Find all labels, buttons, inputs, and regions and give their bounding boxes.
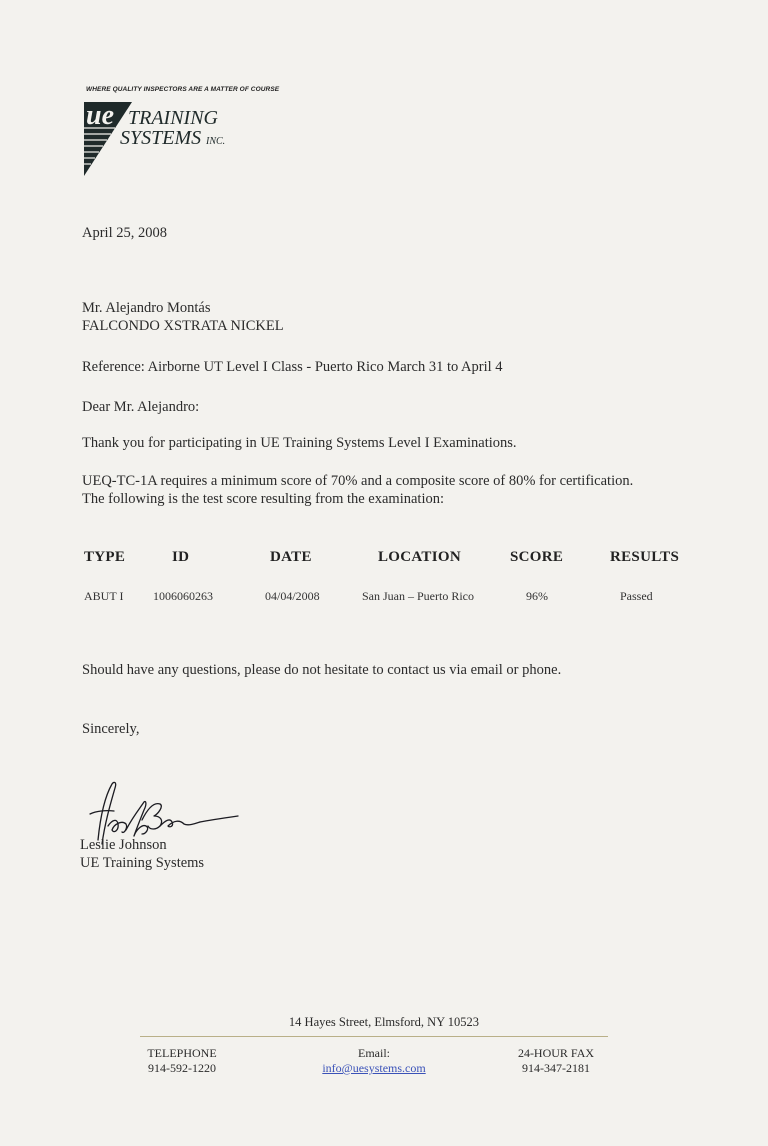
reference-line: Reference: Airborne UT Level I Class - Puerto Rico March 31 to April 4 [82,359,503,375]
recipient-name: Mr. Alejandro Montás [82,300,211,316]
email-link[interactable]: info@uesystems.com [322,1061,426,1075]
footer-fax [500,1046,612,1076]
paragraph-thanks: Thank you for participating in UE Training Systems Level I Examinations. [82,435,517,451]
table-cell-id: 1006060263 [153,589,213,603]
table-header-location: LOCATION [378,549,461,565]
paragraph-contact: Should have any questions, please do not hesitate to contact us via email or phone. [82,662,562,678]
footer-divider [140,1036,608,1037]
signer-company: UE Training Systems [80,855,205,871]
signer-name: Leslie Johnson [80,837,167,853]
letter-date: April 25, 2008 [82,225,167,241]
table-header-date: DATE [270,549,312,565]
telephone-number: 914-592-1220 [148,1061,216,1075]
closing: Sincerely, [82,721,140,737]
fax-label: 24-HOUR FAX [517,1046,595,1060]
email-label: Email: [358,1046,390,1060]
logo-inc-text: INC. [206,136,226,147]
table-header-id: ID [172,549,190,565]
recipient-company: FALCONDO XSTRATA NICKEL [82,318,284,334]
letterhead-tagline: WHERE QUALITY INSPECTORS ARE A MATTER OF COURSE [86,86,280,93]
table-header-results: RESULTS [610,549,680,565]
telephone-label: TELEPHONE [147,1046,217,1060]
table-cell-results: Passed [620,589,653,603]
paragraph-requirements-line2: The following is the test score resulting from the examination: [82,491,445,507]
table-cell-score: 96% [526,589,548,603]
table-cell-type: ABUT I [84,589,124,603]
table-header-type: TYPE [84,549,126,565]
footer-address: 14 Hayes Street, Elmsford, NY 10523 [288,1015,480,1029]
table-cell-date: 04/04/2008 [265,589,320,603]
logo-systems-text: SYSTEMS [120,127,202,149]
footer-telephone [130,1046,234,1076]
logo-ue-text: ue [86,100,114,131]
paragraph-requirements-line1: UEQ-TC-1A requires a minimum score of 70% and a composite score of 80% for certification. [82,473,634,489]
footer-email [304,1046,444,1076]
ue-training-systems-logo [84,98,254,178]
table-cell-location: San Juan – Puerto Rico [362,589,474,603]
salutation: Dear Mr. Alejandro: [82,399,200,415]
logo-training-text: TRAINING [128,107,218,129]
fax-number: 914-347-2181 [522,1061,590,1075]
table-header-score: SCORE [510,549,564,565]
